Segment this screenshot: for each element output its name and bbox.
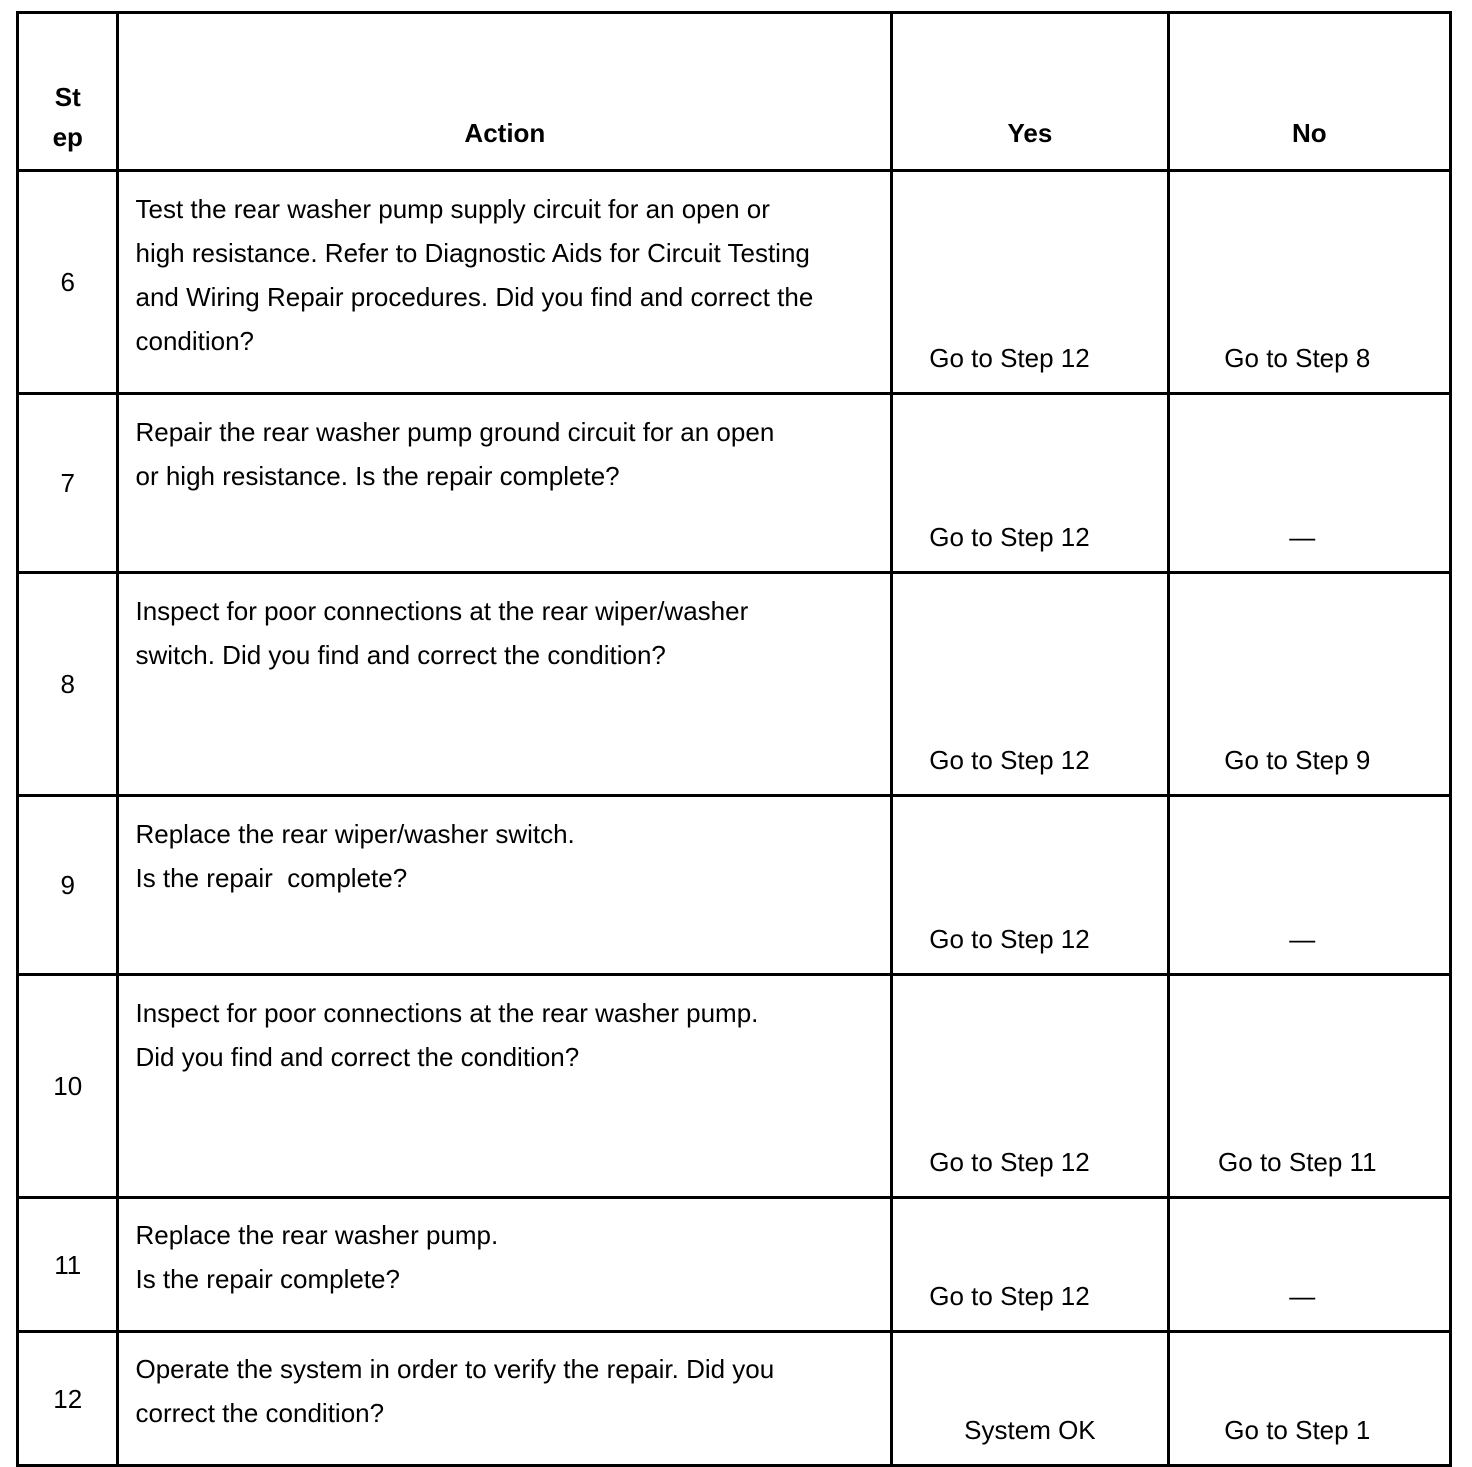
- step-number: 10: [18, 975, 118, 1198]
- step-number: 6: [18, 171, 118, 394]
- header-step: [18, 13, 118, 171]
- no-result: Go to Step 11: [1168, 975, 1450, 1198]
- yes-result: Go to Step 12: [892, 394, 1168, 573]
- step-number: 11: [18, 1198, 118, 1332]
- action-line: Is the repair complete?: [135, 863, 408, 893]
- header-step-line2: ep: [52, 122, 83, 152]
- action-line: Inspect for poor connections at the rear wiper/washer: [135, 596, 749, 626]
- action-line: or high resistance. Is the repair complete?: [135, 461, 620, 491]
- yes-result: Go to Step 12: [892, 1198, 1168, 1332]
- header-no: No: [1168, 13, 1450, 171]
- action-line: high resistance. Refer to Diagnostic Aids for Circuit Testing: [135, 238, 810, 268]
- table-row: [18, 975, 1451, 1198]
- no-result: Go to Step 1: [1168, 1332, 1450, 1466]
- yes-result: System OK: [892, 1332, 1168, 1466]
- action-cell: [118, 394, 892, 573]
- action-line: switch. Did you find and correct the condition?: [135, 640, 666, 670]
- table-row: [18, 171, 1451, 394]
- diagnostic-table: [16, 11, 1452, 1467]
- no-result: Go to Step 8: [1168, 171, 1450, 394]
- header-row: [18, 13, 1451, 171]
- no-result: —: [1168, 796, 1450, 975]
- action-cell: [118, 796, 892, 975]
- action-cell: [118, 1198, 892, 1332]
- header-action: Action: [118, 13, 892, 171]
- action-cell: [118, 1332, 892, 1466]
- action-line: condition?: [135, 326, 255, 356]
- action-line: Inspect for poor connections at the rear washer pump.: [135, 998, 759, 1028]
- step-number: 8: [18, 573, 118, 796]
- action-cell: [118, 975, 892, 1198]
- header-step-line1: St: [54, 82, 81, 112]
- no-result: —: [1168, 394, 1450, 573]
- header-yes: Yes: [892, 13, 1168, 171]
- table-row: [18, 394, 1451, 573]
- yes-result: Go to Step 12: [892, 171, 1168, 394]
- table-row: [18, 1198, 1451, 1332]
- table-row: [18, 796, 1451, 975]
- action-line: Did you find and correct the condition?: [135, 1042, 580, 1072]
- yes-result: Go to Step 12: [892, 573, 1168, 796]
- action-line: and Wiring Repair procedures. Did you find and correct the: [135, 282, 814, 312]
- yes-result: Go to Step 12: [892, 975, 1168, 1198]
- action-line: Repair the rear washer pump ground circuit for an open: [135, 417, 775, 447]
- action-line: Test the rear washer pump supply circuit for an open or: [135, 194, 770, 224]
- yes-result: Go to Step 12: [892, 796, 1168, 975]
- action-cell: [118, 171, 892, 394]
- action-line: Is the repair complete?: [135, 1264, 400, 1294]
- action-line: Replace the rear wiper/washer switch.: [135, 819, 575, 849]
- no-result: Go to Step 9: [1168, 573, 1450, 796]
- step-number: 9: [18, 796, 118, 975]
- action-line: Replace the rear washer pump.: [135, 1220, 499, 1250]
- action-cell: [118, 573, 892, 796]
- no-result: —: [1168, 1198, 1450, 1332]
- table-row: [18, 573, 1451, 796]
- step-number: 12: [18, 1332, 118, 1466]
- action-line: Operate the system in order to verify the repair. Did you: [135, 1354, 775, 1384]
- table-row: [18, 1332, 1451, 1466]
- action-line: correct the condition?: [135, 1398, 385, 1428]
- step-number: 7: [18, 394, 118, 573]
